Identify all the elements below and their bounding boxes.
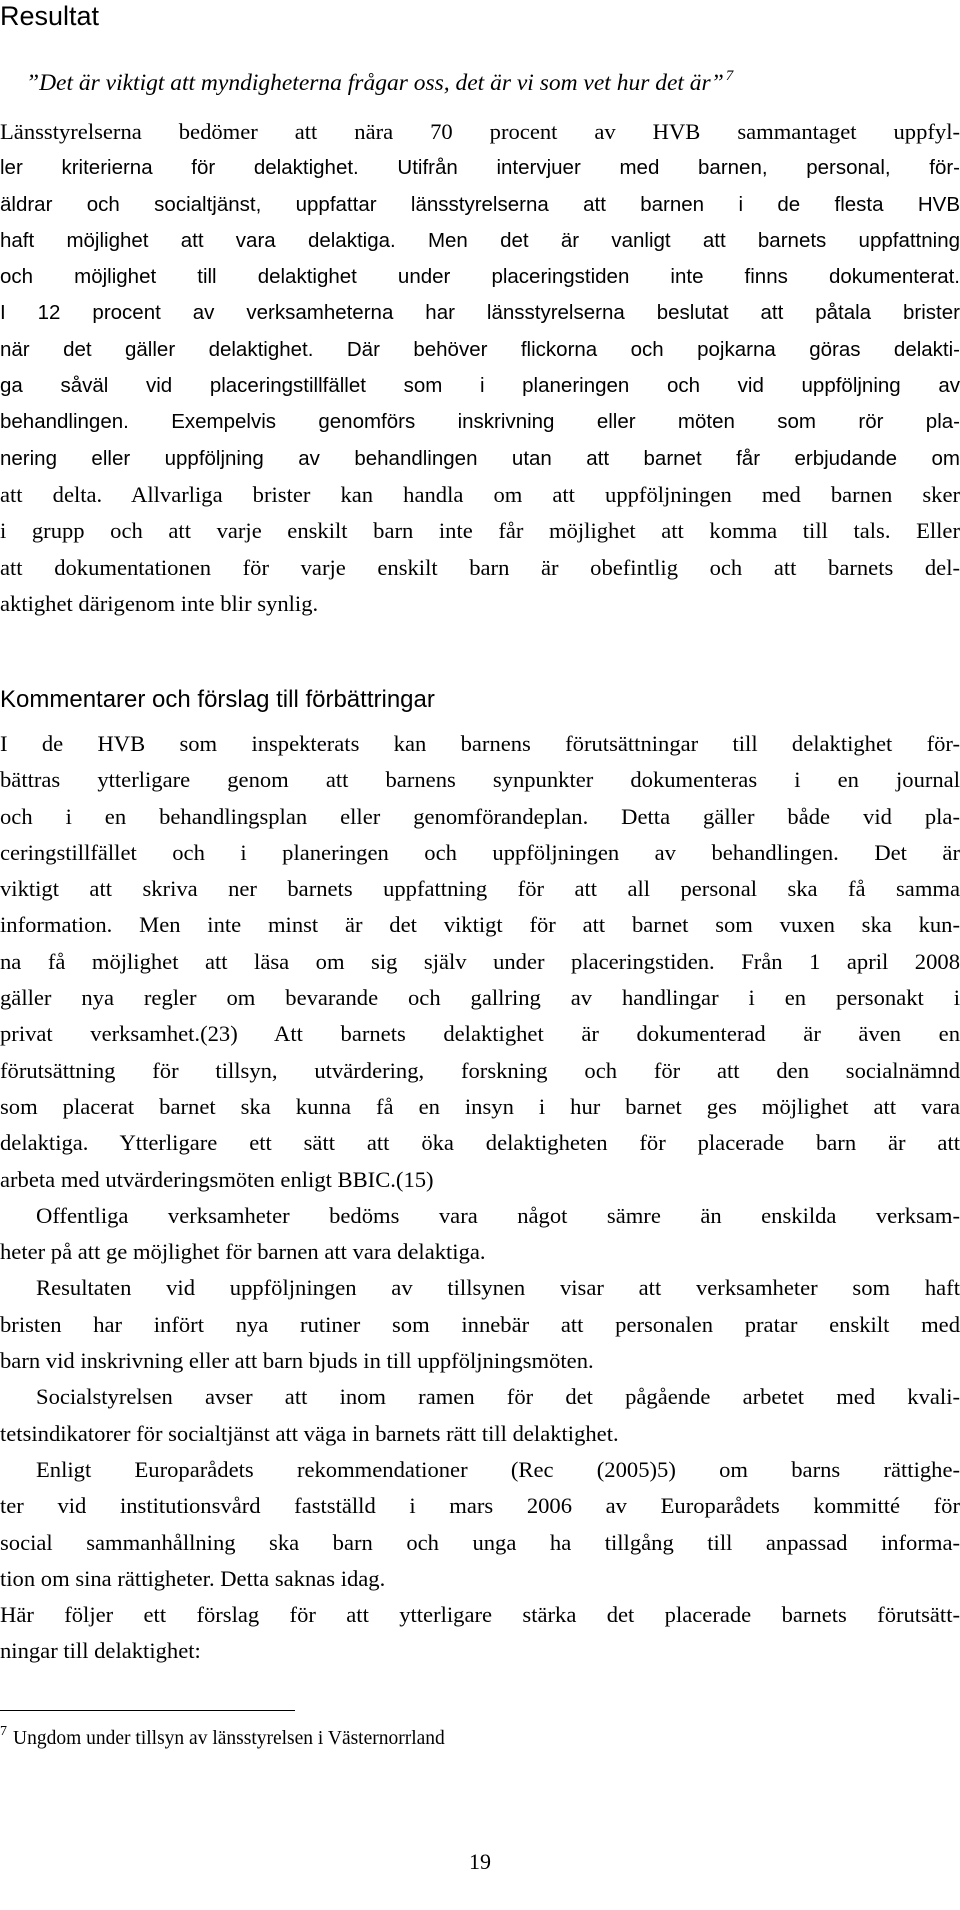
section-heading: Resultat — [0, 1, 100, 31]
text-line: barn vid inskrivning eller att barn bjuds in till uppföljningsmöten. — [0, 1348, 594, 1374]
text-line: I de HVB som inspekterats kan barnens förutsättningar till delaktighet för- — [0, 731, 960, 756]
text-line: Enligt Europarådets rekommendationer (Rec (2005)5) om barns rättighe- — [36, 1456, 960, 1482]
text-line: na få möjlighet att läsa om sig själv under placeringstiden. Från 1 april 2008 — [0, 948, 960, 974]
comment-paragraph — [0, 726, 960, 1670]
page-number: 19 — [469, 1849, 491, 1874]
text-line: när det gäller delaktighet. Där behöver flickorna och pojkarna göras delakti- — [0, 337, 960, 361]
footnote-text: Ungdom under tillsyn av länsstyrelsen i Västernorrland — [13, 1728, 445, 1749]
footnote-divider — [0, 1710, 295, 1711]
footnote-ref: 7 — [725, 68, 734, 84]
text-line: behandlingen. Exempelvis genomförs inskrivning eller möten som rör pla- — [0, 410, 960, 434]
text-line: Länsstyrelserna bedömer att nära 70 procent av HVB sammantaget uppfyl- — [0, 119, 960, 144]
footnote — [0, 1725, 445, 1753]
text-line: privat verksamhet.(23) Att barnets delaktighet är dokumenterad är även en — [0, 1021, 960, 1047]
text-line: viktigt att skriva ner barnets uppfattning för att all personal ska få samma — [0, 876, 960, 902]
text-line: att dokumentationen för varje enskilt barn är obefintlig och att barnets del- — [0, 554, 960, 580]
text-line: bättras ytterligare genom att barnens synpunkter dokumenteras i en journal — [0, 767, 960, 793]
text-line: arbeta med utvärderingsmöten enligt BBIC.(15) — [0, 1166, 434, 1192]
text-line: social sammanhållning ska barn och unga ha tillgång till anpassad informa- — [0, 1529, 960, 1555]
text-line: delaktiga. Ytterligare ett sätt att öka delaktigheten för placerade barn är att — [0, 1130, 960, 1156]
text-line: Socialstyrelsen avser att inom ramen för det pågående arbetet med kvali- — [36, 1384, 960, 1410]
result-paragraph — [0, 114, 960, 622]
text-line: ler kriterierna för delaktighet. Utifrån intervjuer med barnen, personal, för- — [0, 156, 960, 180]
text-line: gäller nya regler om bevarande och gallring av handlingar i en personakt i — [0, 985, 960, 1011]
footnote-number: 7 — [0, 1724, 7, 1739]
text-line: som placerat barnet ska kunna få en insyn i hur barnet ges möjlighet att vara — [0, 1093, 960, 1119]
text-line: aktighet därigenom inte blir synlig. — [0, 590, 319, 616]
text-line: Offentliga verksamheter bedöms vara något sämre än enskilda verksam- — [36, 1202, 960, 1228]
text-line: och i en behandlingsplan eller genomförandeplan. Detta gäller både vid pla- — [0, 803, 960, 829]
text-line: äldrar och socialtjänst, uppfattar länsstyrelserna att barnen i de flesta HVB — [0, 192, 960, 216]
text-line: ter vid institutionsvård fastställd i mars 2006 av Europarådets kommitté för — [0, 1493, 960, 1519]
text-line: information. Men inte minst är det viktigt för att barnet som vuxen ska kun- — [0, 912, 960, 938]
text-line: i grupp och att varje enskilt barn inte får möjlighet att komma till tals. Eller — [0, 518, 960, 544]
quote — [26, 68, 733, 98]
text-line: ga såväl vid placeringstillfället som i planeringen och vid uppföljning av — [0, 374, 960, 398]
text-line: heter på att ge möjlighet för barnen att vara delaktiga. — [0, 1239, 486, 1265]
text-line: I 12 procent av verksamheterna har länsstyrelserna beslutat att påtala brister — [0, 301, 960, 325]
text-line: förutsättning för tillsyn, utvärdering, forskning och för att den socialnämnd — [0, 1057, 960, 1083]
text-line: Resultaten vid uppföljningen av tillsynen visar att verksamheter som haft — [36, 1275, 960, 1301]
text-line: bristen har infört nya rutiner som innebär att personalen pratar enskilt med — [0, 1311, 960, 1337]
text-line: haft möjlighet att vara delaktiga. Men det är vanligt att barnets uppfattning — [0, 228, 960, 252]
text-line: ningar till delaktighet: — [0, 1638, 201, 1664]
text-line: ceringstillfället och i planeringen och uppföljningen av behandlingen. Det är — [0, 839, 960, 865]
text-line: och möjlighet till delaktighet under placeringstiden inte finns dokumenterat. — [0, 265, 960, 289]
text-line: Här följer ett förslag för att ytterligare stärka det placerade barnets förutsätt- — [0, 1602, 960, 1628]
text-line: tion om sina rättigheter. Detta saknas idag. — [0, 1565, 386, 1591]
subheading: Kommentarer och förslag till förbättringar — [0, 686, 435, 713]
text-line: nering eller uppföljning av behandlingen utan att barnet får erbjudande om — [0, 446, 960, 470]
text-line: att delta. Allvarliga brister kan handla om att uppföljningen med barnen sker — [0, 481, 960, 507]
quote-text: ”Det är viktigt att myndigheterna frågar oss, det är vi som vet hur det är” — [26, 70, 724, 96]
text-line: tetsindikatorer för socialtjänst att väga in barnets rätt till delaktighet. — [0, 1420, 619, 1446]
